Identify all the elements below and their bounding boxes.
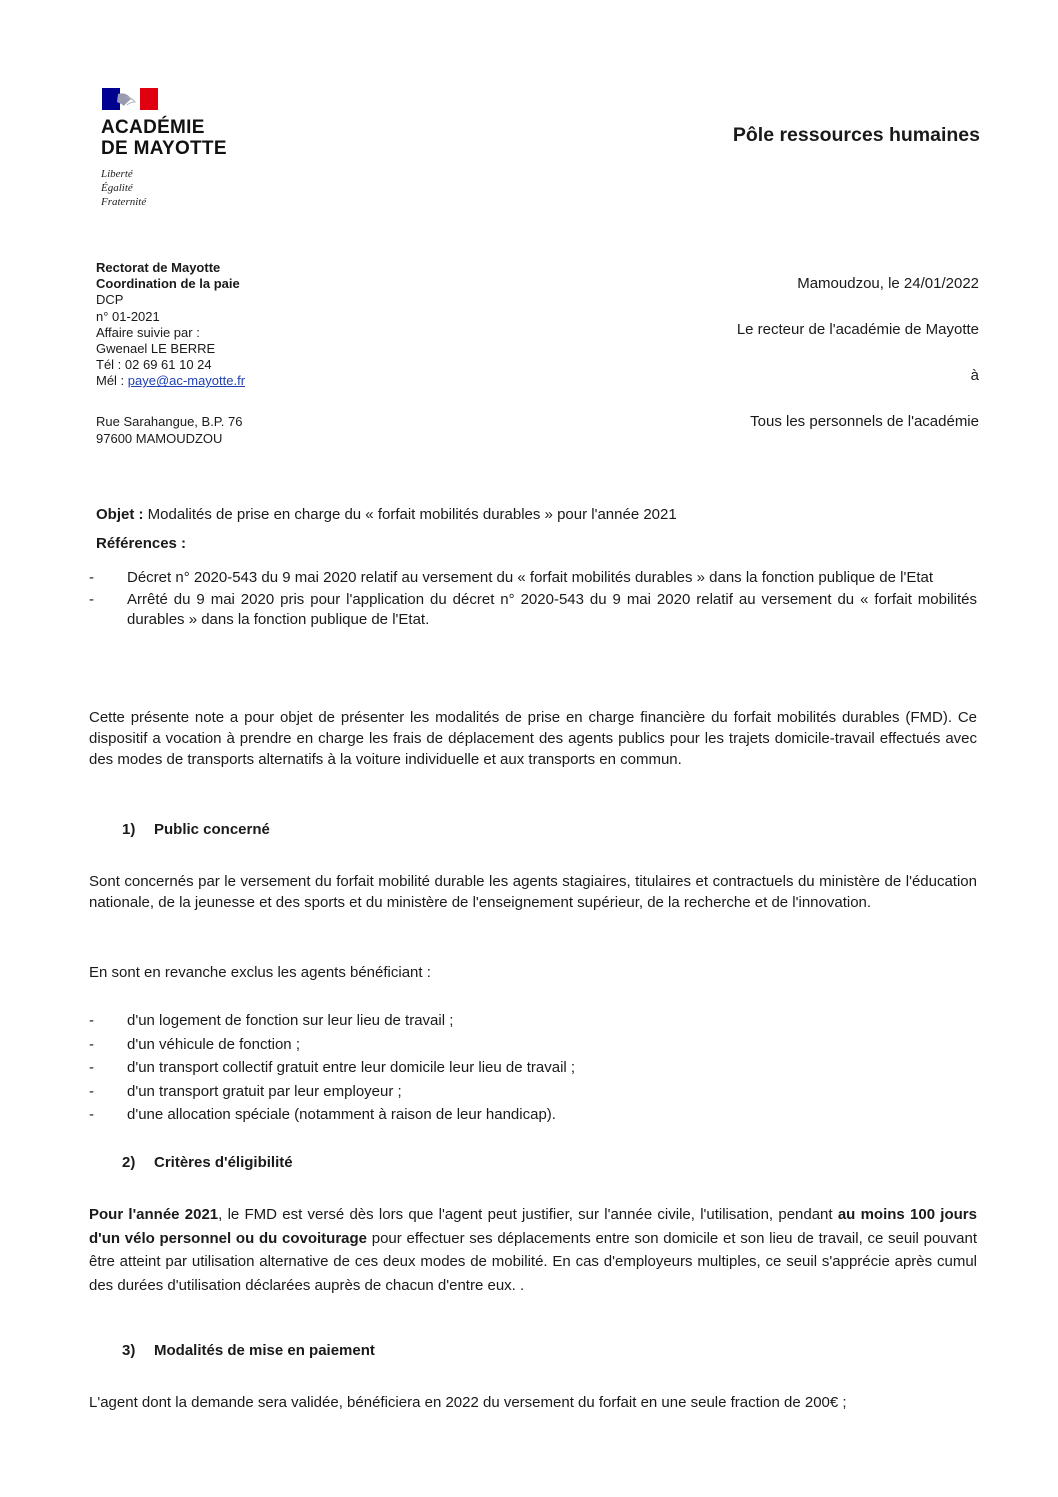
eligibility-text-1: , le FMD est versé dès lors que l'agent peut justifier, sur l'année civile, l'utilisation, pendant: [218, 1206, 838, 1223]
intro-paragraph: Cette présente note a pour objet de présenter les modalités de prise en charge financière du forfait mobilités durables (FMD). Ce dispositif a vocation à prendre en charge les frais de déplacement des agents publics pour les trajets domicile-travail effectués avec des modes de transports alternatifs à la voiture individuelle et aux transports en commun.: [89, 709, 977, 768]
sender-ref: n° 01-2021: [96, 308, 160, 324]
exclusion-text: d'un logement de fonction sur leur lieu de travail ;: [127, 1012, 454, 1029]
section-number: 2): [122, 1154, 136, 1171]
sender-block: [96, 260, 245, 390]
reference-text: Arrêté du 9 mai 2020 pris pour l'application du décret n° 2020-543 du 9 mai 2020 relatif au versement du « forfait mobilités durables » dans la fonction publique de l'Etat.: [127, 591, 977, 628]
sender-mail-label: Mél :: [96, 373, 128, 389]
section-1-heading: [122, 821, 270, 838]
address-street: Rue Sarahangue, B.P. 76: [96, 414, 243, 429]
motto-fraternite: Fraternité: [101, 196, 147, 208]
section-title: Public concerné: [154, 821, 270, 838]
sender-mail-row: [96, 373, 245, 389]
exclusion-text: d'un transport gratuit par leur employeur ;: [127, 1082, 402, 1100]
section-title: Modalités de mise en paiement: [154, 1342, 375, 1359]
section-3-paragraph: L'agent dont la demande sera validée, bénéficiera en 2022 du versement du forfait en une seule fraction de 200€ ;: [89, 1394, 847, 1411]
sender-phone: Tél : 02 69 61 10 24: [96, 357, 212, 373]
section-3-heading: [122, 1342, 375, 1359]
section-1-exclusion-intro: En sont en revanche exclus les agents bénéficiant :: [89, 964, 431, 981]
motto-liberte: Liberté: [101, 168, 133, 180]
list-item: - d'un logement de fonction sur leur lieu de travail ;: [89, 1012, 454, 1029]
list-item: - Arrêté du 9 mai 2020 pris pour l'application du décret n° 2020-543 du 9 mai 2020 relatif au versement du « forfait mobilités durables » dans la fonction publique de l'Etat.: [89, 591, 977, 628]
list-item: - d'un transport collectif gratuit entre leur domicile leur lieu de travail ;: [89, 1059, 576, 1077]
subject-label: Objet :: [96, 506, 144, 523]
logo-line-2: DE MAYOTTE: [101, 138, 227, 159]
exclusions-list: [89, 1009, 575, 1127]
list-item: - d'une allocation spéciale (notamment à raison de leur handicap).: [89, 1106, 556, 1124]
exclusion-text: d'une allocation spéciale (notamment à raison de leur handicap).: [127, 1106, 556, 1124]
sender-org: Rectorat de Mayotte: [96, 260, 221, 275]
section-2-paragraph: [89, 1203, 977, 1297]
marianne-flag-logo: [102, 88, 158, 110]
section-title: Critères d'éligibilité: [154, 1154, 293, 1171]
exclusion-text: d'un transport collectif gratuit entre leur domicile leur lieu de travail ;: [127, 1059, 576, 1077]
letter-date: Mamoudzou, le 24/01/2022: [797, 275, 979, 292]
section-number: 3): [122, 1342, 136, 1359]
letter-to-word: à: [970, 367, 979, 384]
sender-service: Coordination de la paie: [96, 276, 240, 292]
references-title: Références :: [96, 535, 187, 552]
year-emphasis: Pour l'année 2021: [89, 1206, 219, 1223]
list-item: - Décret n° 2020-543 du 9 mai 2020 relatif au versement du « forfait mobilités durables » dans la fonction publique de l'Etat: [89, 569, 934, 586]
sender-followed-by-label: Affaire suivie par :: [96, 324, 200, 340]
republic-motto: [101, 167, 146, 209]
reference-text: Décret n° 2020-543 du 9 mai 2020 relatif au versement du « forfait mobilités durables » dans la fonction publique de l'Etat: [127, 569, 934, 586]
letter-recipient: Tous les personnels de l'académie: [750, 413, 979, 430]
eligibility-text-2: pour effectuer ses déplacements entre son domicile et son lieu de travail, ce seuil pouvant être atteint par utilisation alternative de ces deux modes de mobilité. En cas d'employeurs multiples, ce seuil s'apprécie après cumul des durées d'utilisation déclarées auprès de chacun d'entre eux. .: [89, 1229, 977, 1294]
subject-text: Modalités de prise en charge du « forfait mobilités durables » pour l'année 2021: [147, 506, 677, 523]
references-list: [89, 568, 977, 630]
threshold-emphasis: au moins 100 jours d'un vélo personnel ou du covoiturage: [89, 1206, 977, 1247]
sender-division: DCP: [96, 292, 124, 308]
address-city: 97600 MAMOUDZOU: [96, 430, 223, 446]
sender-mail-link[interactable]: paye@ac-mayotte.fr: [127, 373, 246, 389]
letter-subject: [96, 506, 677, 523]
list-item: - d'un véhicule de fonction ;: [89, 1035, 300, 1053]
list-item: - d'un transport gratuit par leur employeur ;: [89, 1082, 402, 1100]
exclusion-text: d'un véhicule de fonction ;: [127, 1035, 300, 1053]
academy-logo-text: [101, 117, 227, 159]
section-2-heading: [122, 1154, 293, 1171]
department-title: Pôle ressources humaines: [732, 124, 980, 146]
sender-contact-name: Gwenael LE BERRE: [96, 341, 216, 357]
sender-address: [96, 414, 243, 447]
letter-sender-title: Le recteur de l'académie de Mayotte: [736, 321, 979, 338]
logo-line-1: ACADÉMIE: [101, 117, 205, 138]
motto-egalite: Égalité: [101, 182, 133, 194]
section-1-paragraph: Sont concernés par le versement du forfait mobilité durable les agents stagiaires, titulaires et contractuels du ministère de l'éducation nationale, de la jeunesse et des sports et du ministère de l'enseignement supérieur, de la recherche et de l'innovation.: [89, 873, 977, 911]
section-number: 1): [122, 821, 136, 838]
